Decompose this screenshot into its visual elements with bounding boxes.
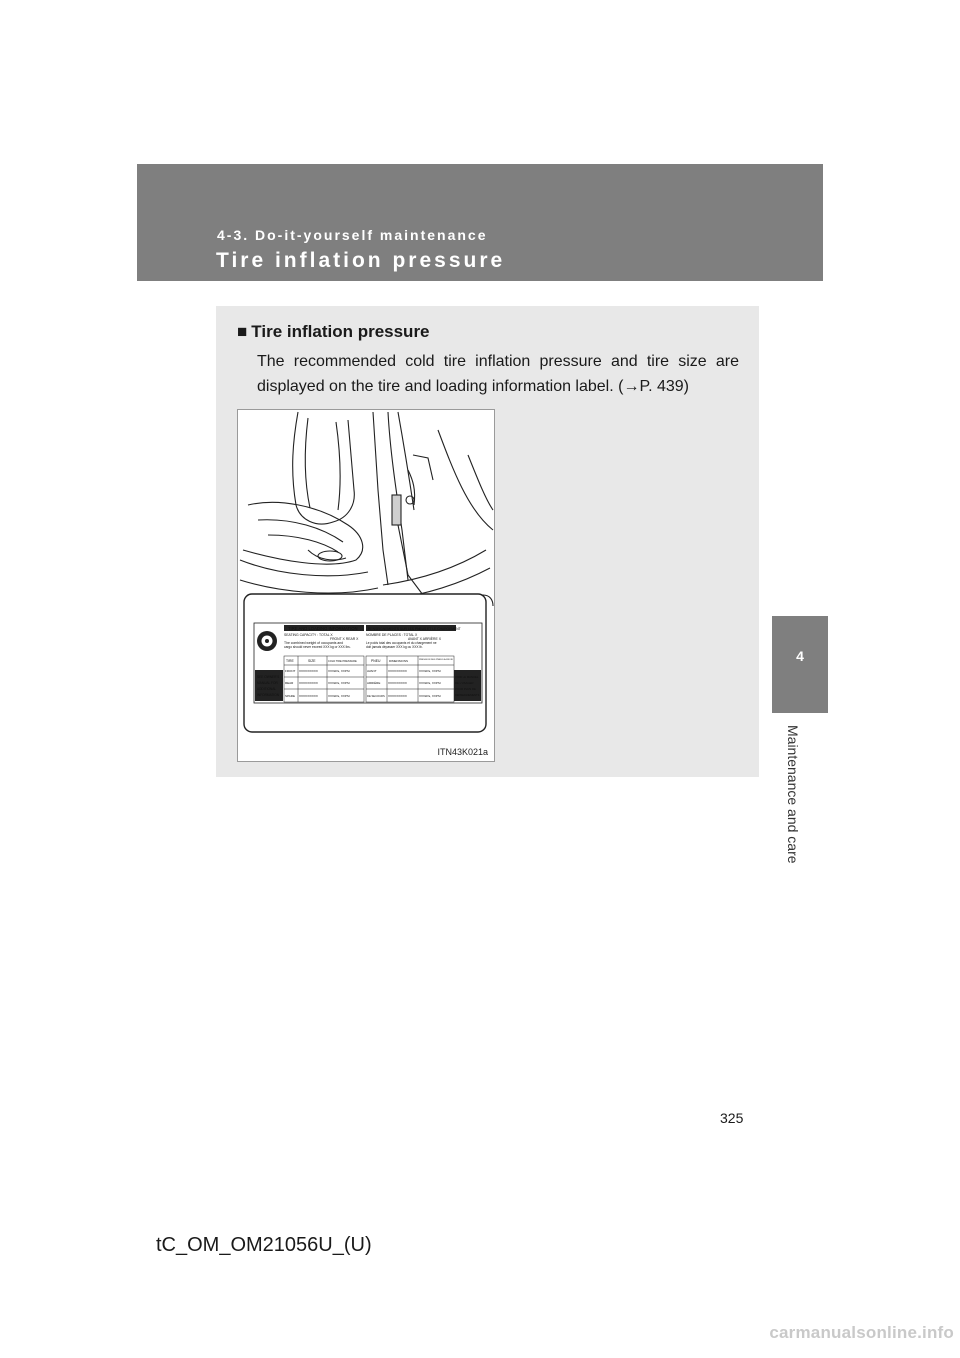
document-id: tC_OM_OM21056U_(U) xyxy=(156,1234,372,1256)
label-row-en-spare-pressure: XXXkPa, XXPSI xyxy=(328,694,350,698)
label-title-en: TIRE AND LOADING INFORMATION xyxy=(288,626,358,631)
sub-heading-text: Tire inflation pressure xyxy=(251,322,430,341)
label-weight-fr-1: Le poids total des occupants et du chargement ne xyxy=(366,641,437,645)
sub-heading xyxy=(237,322,430,342)
door-pillar-illustration xyxy=(238,410,494,761)
label-header-fr-dimensions: DIMENSIONS xyxy=(389,659,409,663)
label-row-en-front-size: XXXX/XXXXX xyxy=(299,669,318,673)
label-weight-fr-2: doit jamais dépasser XXX kg ou XXX lb. xyxy=(366,645,423,649)
label-seating-en-2: FRONT X REAR X xyxy=(330,637,359,641)
pillar-label-rect xyxy=(392,495,401,525)
label-row-fr-secours-pressure: XXXkPa, XXPSI xyxy=(419,694,441,698)
page-number: 325 xyxy=(720,1110,744,1126)
label-row-fr-avant-size: XXXX/XXXXX xyxy=(388,669,407,673)
label-row-en-front-pressure: XXXkPa, XXPSI xyxy=(328,669,350,673)
label-row-fr-arriere-size: XXXX/XXXXX xyxy=(388,681,407,685)
figure-code: ITN43K021a xyxy=(437,747,488,757)
figure-illustration xyxy=(237,409,495,762)
label-side-fr-1: VOIR LE MANUEL xyxy=(455,675,479,679)
chapter-number: 4 xyxy=(796,648,804,664)
label-header-fr-pressure: PRESSION DES PNEUS À FROID xyxy=(419,659,454,661)
label-side-fr-4: RENSEIGNEMENTS xyxy=(455,694,480,697)
page-title: Tire inflation pressure xyxy=(216,249,506,272)
label-side-en-3: ADDITIONAL xyxy=(257,687,277,691)
label-seating-en: SEATING CAPACITY : TOTAL X xyxy=(284,633,333,637)
label-side-fr-3: POUR PLUS DE xyxy=(455,687,476,691)
label-side-en-4: INFORMATION xyxy=(257,693,280,697)
label-side-en-1: SEE OWNER'S xyxy=(257,675,280,679)
heading-square-icon: ■ xyxy=(237,322,248,341)
chapter-tab xyxy=(772,616,828,713)
label-header-en-pressure: COLD TIRE PRESSURE xyxy=(328,660,357,663)
label-row-fr-arriere-pressure: XXXkPa, XXPSI xyxy=(419,681,441,685)
watermark: carmanualsonline.info xyxy=(769,1323,954,1342)
label-row-fr-secours: DE SECOURS xyxy=(367,695,385,698)
label-row-fr-secours-size: XXXX/XXXXX xyxy=(388,694,407,698)
label-weight-en-1: The combined weight of occupants and xyxy=(284,641,343,645)
label-row-en-rear: REAR xyxy=(285,681,294,685)
label-header-en-size: SIZE xyxy=(308,659,316,663)
label-header-fr-pneu: PNEU xyxy=(371,659,381,663)
label-row-en-spare: SPARE xyxy=(285,694,295,698)
label-seating-fr: NOMBRE DE PLACES : TOTAL X xyxy=(366,633,418,637)
label-row-en-front: FRONT xyxy=(285,669,296,673)
label-row-fr-avant: AVANT xyxy=(367,669,377,673)
label-header-en-tire: TIRE xyxy=(286,659,294,663)
label-row-en-rear-pressure: XXXkPa, XXPSI xyxy=(328,681,350,685)
label-row-en-rear-size: XXXX/XXXXX xyxy=(299,681,318,685)
label-side-fr-2: DE L'USAGER xyxy=(455,681,474,685)
label-row-fr-arriere: ARRIÈRE xyxy=(367,681,381,685)
seat-back-outline xyxy=(293,412,355,524)
body-text: The recommended cold tire inflation pressure and tire size are displayed on the tire and loading information label. (→P. 439) xyxy=(257,353,739,395)
chapter-label: Maintenance and care xyxy=(785,725,801,864)
label-seating-fr-2: AVANT X ARRIÈRE X xyxy=(408,637,441,641)
label-title-fr: RENSEIGNEMENTS SUR LES PNEUS ET LE CHARGEMENT xyxy=(368,627,461,631)
label-row-fr-avant-pressure: XXXkPa, XXPSI xyxy=(419,669,441,673)
content-box xyxy=(216,306,759,777)
label-side-en-2: MANUAL FOR xyxy=(257,681,278,685)
tire-loading-label xyxy=(254,623,482,703)
label-weight-en-2: cargo should never exceed XXX kg or XXX lbs. xyxy=(284,645,351,649)
section-label: 4-3. Do-it-yourself maintenance xyxy=(217,227,488,243)
label-row-en-spare-size: XXXX/XXXXX xyxy=(299,694,318,698)
